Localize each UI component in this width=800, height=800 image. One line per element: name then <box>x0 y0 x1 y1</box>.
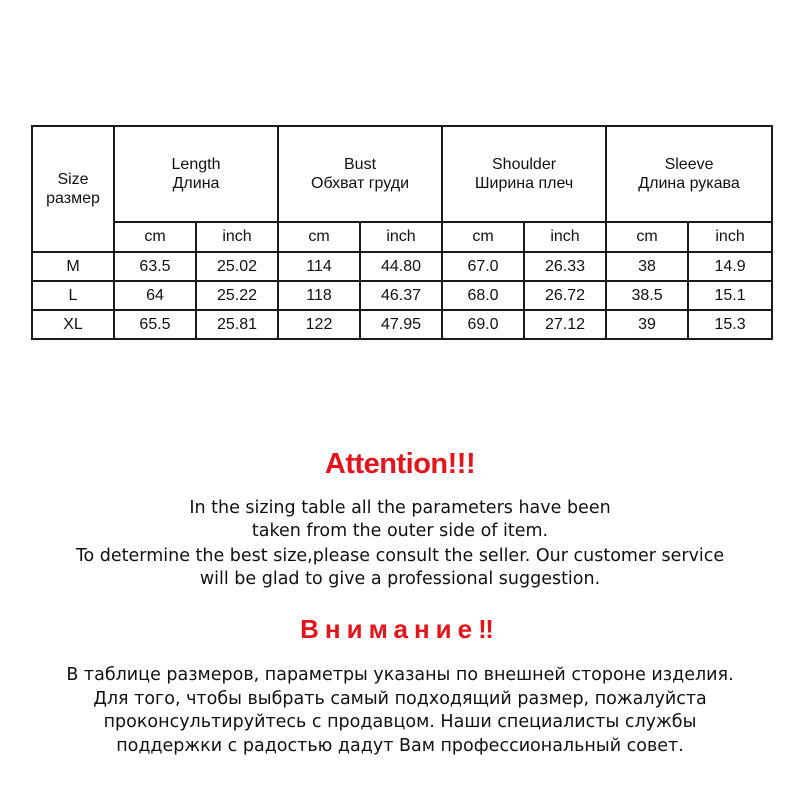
value-cell: 44.80 <box>360 252 442 281</box>
value-cell: 47.95 <box>360 310 442 339</box>
value-cell: 27.12 <box>524 310 606 339</box>
unit-cell: inch <box>360 222 442 252</box>
size-cell: XL <box>32 310 114 339</box>
attention-line: To determine the best size,please consult the seller. Our customer service <box>75 546 725 566</box>
value-cell: 25.81 <box>196 310 278 339</box>
size-chart-table <box>31 125 773 340</box>
value-cell: 114 <box>278 252 360 281</box>
vnimanie-notice <box>0 664 800 758</box>
unit-row <box>32 222 772 252</box>
value-cell: 46.37 <box>360 281 442 310</box>
length-header <box>114 126 278 222</box>
unit-cell: cm <box>114 222 196 252</box>
header-row <box>32 126 772 222</box>
value-cell: 14.9 <box>688 252 772 281</box>
value-cell: 64 <box>114 281 196 310</box>
bust-header-ru: Обхват груди <box>311 175 410 192</box>
value-cell: 69.0 <box>442 310 524 339</box>
vnimanie-title: Внимание‼ <box>300 614 500 644</box>
shoulder-header-en: Shoulder <box>492 155 557 173</box>
shoulder-header-ru: Ширина плеч <box>474 175 574 192</box>
size-cell: M <box>32 252 114 281</box>
length-header-en: Length <box>171 155 221 173</box>
sleeve-header-ru: Длина рукава <box>638 175 740 192</box>
value-cell: 38 <box>606 252 688 281</box>
unit-cell: inch <box>196 222 278 252</box>
size-cell: L <box>32 281 114 310</box>
value-cell: 118 <box>278 281 360 310</box>
unit-cell: inch <box>524 222 606 252</box>
size-header-ru: размер <box>46 190 100 207</box>
attention-line: taken from the outer side of item. <box>251 521 549 541</box>
value-cell: 25.22 <box>196 281 278 310</box>
bust-header <box>278 126 442 222</box>
unit-cell: cm <box>606 222 688 252</box>
attention-notice-consult <box>0 545 800 591</box>
value-cell: 15.1 <box>688 281 772 310</box>
value-cell: 25.02 <box>196 252 278 281</box>
table-row <box>32 281 772 310</box>
value-cell: 26.72 <box>524 281 606 310</box>
value-cell: 68.0 <box>442 281 524 310</box>
size-header <box>32 126 114 252</box>
table-row <box>32 310 772 339</box>
shoulder-header <box>442 126 606 222</box>
attention-notice-sizing <box>0 497 800 543</box>
value-cell: 63.5 <box>114 252 196 281</box>
unit-cell: cm <box>442 222 524 252</box>
sleeve-header-en: Sleeve <box>664 155 714 173</box>
vnimanie-line: В таблице размеров, параметры указаны по внешней стороне изделия. <box>66 665 734 685</box>
vnimanie-line: проконсультируйтесь с продавцом. Наши специалисты службы <box>103 712 697 732</box>
unit-cell: cm <box>278 222 360 252</box>
value-cell: 65.5 <box>114 310 196 339</box>
value-cell: 15.3 <box>688 310 772 339</box>
table-row <box>32 252 772 281</box>
bust-header-en: Bust <box>344 155 377 173</box>
length-header-ru: Длина <box>172 175 220 192</box>
value-cell: 122 <box>278 310 360 339</box>
sleeve-header <box>606 126 772 222</box>
value-cell: 38.5 <box>606 281 688 310</box>
value-cell: 26.33 <box>524 252 606 281</box>
value-cell: 67.0 <box>442 252 524 281</box>
attention-line: will be glad to give a professional suggestion. <box>199 569 601 589</box>
vnimanie-line: поддержки с радостью дадут Вам профессиональный совет. <box>116 735 684 756</box>
vnimanie-line: Для того, чтобы выбрать самый подходящий размер, пожалуйста <box>93 688 707 709</box>
unit-cell: inch <box>688 222 772 252</box>
value-cell: 39 <box>606 310 688 339</box>
attention-title: Attention!!! <box>324 448 476 480</box>
attention-line: In the sizing table all the parameters have been <box>189 498 611 518</box>
size-header-en: Size <box>57 170 89 188</box>
